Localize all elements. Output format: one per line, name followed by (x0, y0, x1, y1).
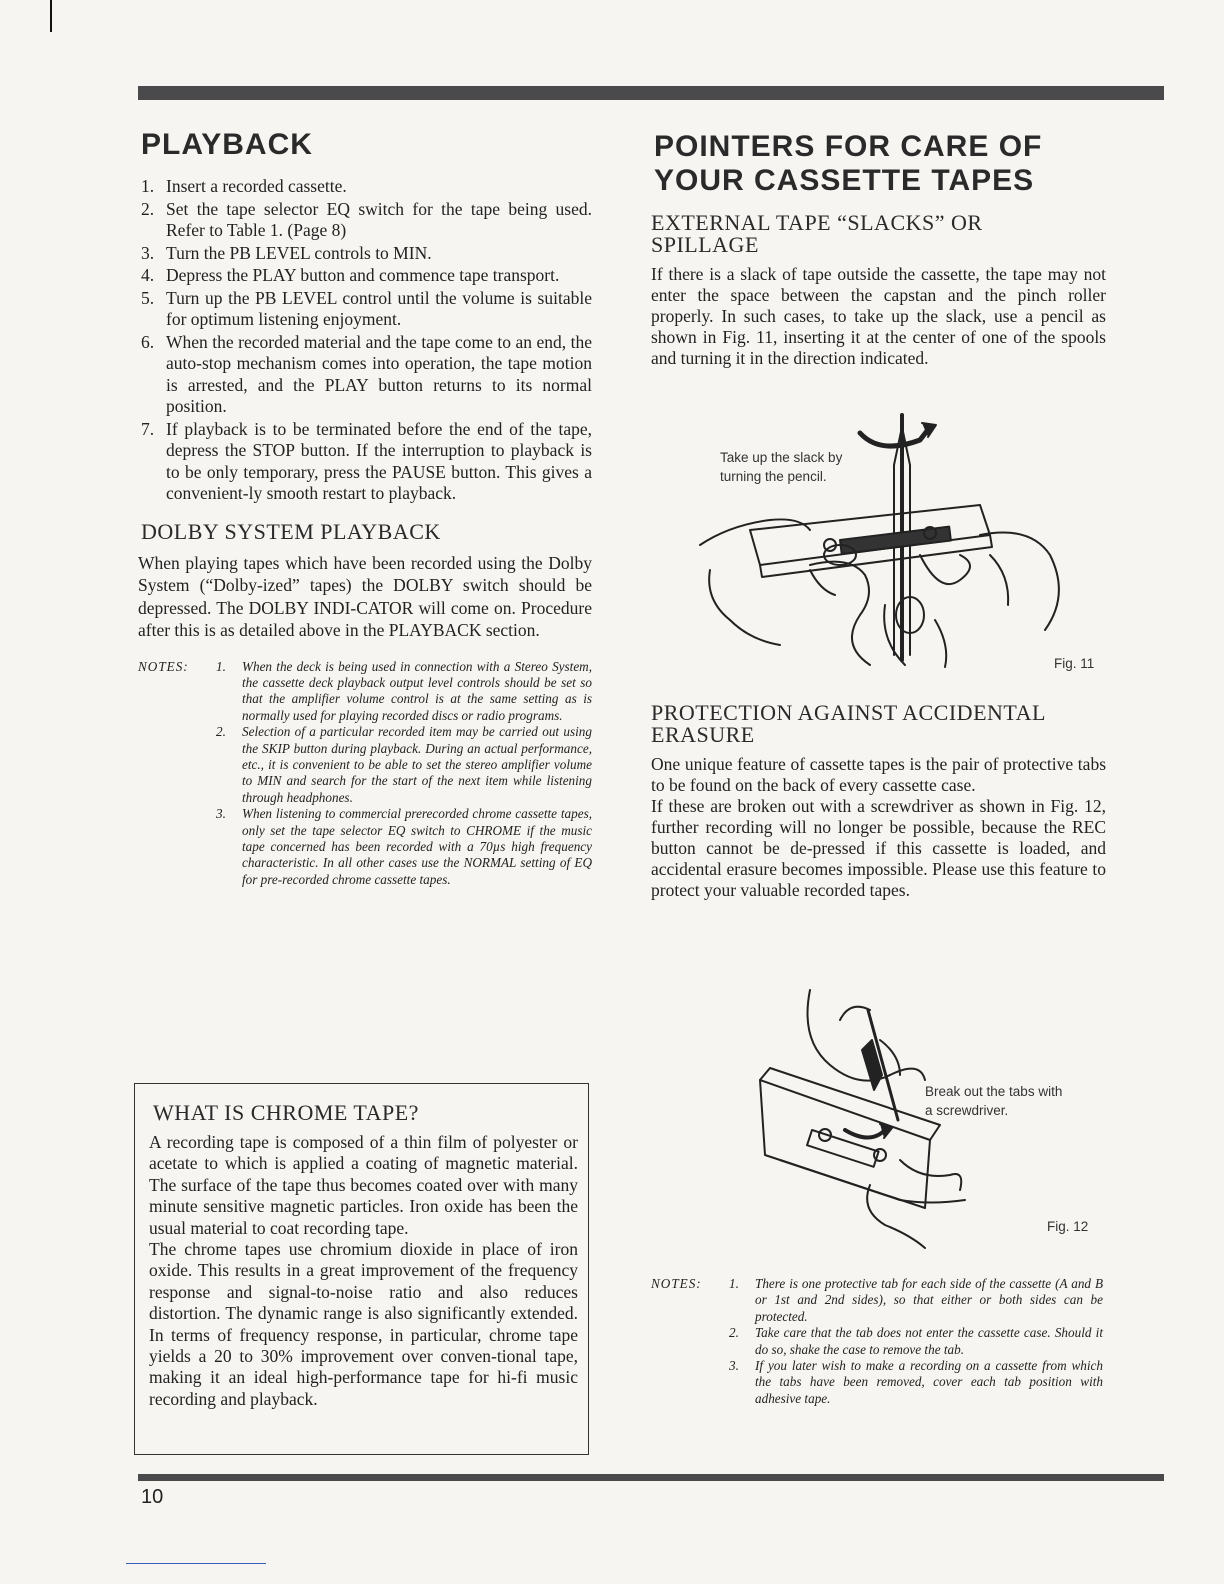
chrome-para-1: A recording tape is composed of a thin film of polyester or acetate to which is applied a coating of magnetic material. The surface of the tape thus becomes coated over with many minute sensitive magnetic particles. Iron oxide has been the usual material to coat recording tape. (149, 1132, 578, 1238)
right-notes (651, 1276, 1103, 1407)
note-item: 2. Selection of a particular recorded item may be carried out using the SKIP button during playback. During an actual performance, etc., it is convenient to be able to set the stereo amplifier volume to MIN and search for the start of the next item while listening through headphones. (216, 724, 592, 805)
dolby-text: When playing tapes which have been recorded using the Dolby System (“Dolby-ized” tapes) the DOLBY switch should be depressed. The DOLBY INDI-CATOR will come on. Procedure after this is as detailed above in the PLAYBACK section. (138, 552, 592, 640)
fig-12-label: Fig. 12 (1047, 1219, 1089, 1234)
care-heading: POINTERS FOR CARE OF YOUR CASSETTE TAPES (654, 130, 1043, 197)
fig-11-illustration (690, 405, 1110, 675)
playback-step: 7. If playback is to be terminated before the end of the tape, depress the STOP button. If the interruption to playback is to be only temporary, press the PAUSE button. This gives a convenient-ly smooth restart to playback. (141, 418, 592, 503)
note-item: 3. When listening to commercial prerecorded chrome cassette tapes, only set the tape selector EQ switch to CHROME if the music tape concerned has been recorded with a 70µs high frequency characteristic. In all other cases use the NORMAL setting of EQ for pre-recorded chrome cassette tapes. (216, 806, 592, 887)
page-number: 10 (141, 1486, 164, 1508)
note-item: 2. Take care that the tab does not enter the cassette case. Should it do so, shake the case to remove the tab. (729, 1325, 1103, 1357)
protection-section (651, 702, 1106, 901)
protection-heading: PROTECTION AGAINST ACCIDENTAL ERASURE (651, 700, 1046, 747)
bottom-rule (138, 1474, 1164, 1481)
bottom-link-underline (126, 1563, 266, 1564)
chrome-para-2: The chrome tapes use chromium dioxide in place of iron oxide. This results in a great improvement of the frequency response and signal-to-noise ratio and also reduces distortion. The dynamic range is also significantly extended. In terms of frequency response, in particular, chrome tape yields a 20 to 30% improvement over conven-tional tape, making it an ideal high-performance tape for hi-fi music recording and playback. (149, 1239, 578, 1409)
playback-step: 5. Turn up the PB LEVEL control until the volume is suitable for optimum listening enjoyment. (141, 287, 592, 329)
chrome-tape-box (134, 1083, 589, 1455)
slack-heading: EXTERNAL TAPE “SLACKS” OR SPILLAGE (651, 210, 983, 257)
dolby-heading: DOLBY SYSTEM PLAYBACK (141, 518, 441, 544)
playback-step: 3. Turn the PB LEVEL controls to MIN. (141, 242, 432, 263)
notes-label: NOTES: (138, 658, 189, 674)
playback-step: 4. Depress the PLAY button and commence tape transport. (141, 265, 560, 285)
fig-12-caption: Break out the tabs with a screwdriver. (925, 1084, 1063, 1118)
scan-edge-mark (50, 0, 52, 32)
note-item: 1. There is one protective tab for each side of the cassette (A and B or 1st and 2nd sides), so that either or both sides can be protected. (729, 1276, 1103, 1324)
fig-11-caption: Take up the slack by turning the pencil. (720, 450, 843, 484)
playback-step: 2. Set the tape selector EQ switch for the tape being used. Refer to Table 1. (Page 8) (141, 198, 592, 240)
protection-para-1: One unique feature of cassette tapes is the pair of protective tabs to be found on the back of every cassette case. (651, 754, 1106, 795)
left-column (138, 118, 592, 888)
chrome-heading: WHAT IS CHROME TAPE? (153, 1100, 419, 1125)
right-column (651, 130, 1106, 369)
slack-text: If there is a slack of tape outside the cassette, the tape may not enter the space between the capstan and the pinch roller properly. In such cases, to take up the slack, use a pencil as shown in Fig. 11, inserting it at the center of one of the spools and turning it in the direction indicated. (651, 264, 1106, 368)
playback-step: 1. Insert a recorded cassette. (141, 176, 347, 196)
protection-para-2: If these are broken out with a screwdriver as shown in Fig. 12, further recording will no longer be possible, because the REC button cannot be de-pressed if this cassette is loaded, and accidental erasure becomes impossible. Please use this feature to protect your valuable recorded tapes. (651, 796, 1106, 900)
playback-heading: PLAYBACK (141, 128, 313, 161)
fig-11-label: Fig. 11 (1054, 656, 1095, 671)
left-notes (138, 659, 592, 889)
notes-label: NOTES: (651, 1276, 702, 1291)
playback-step: 6. When the recorded material and the tape come to an end, the auto-stop mechanism comes into operation, the tape motion is arrested, and the PLAY button returns to its normal position. (141, 331, 592, 416)
top-rule (138, 86, 1164, 100)
note-item: 1. When the deck is being used in connection with a Stereo System, the cassette deck playback output level controls should be set so that the amplifier volume control is at the same setting as is normally used for playing recorded discs or radio programs. (216, 658, 592, 723)
note-item: 3. If you later wish to make a recording on a cassette from which the tabs have been removed, cover each tab position with adhesive tape. (729, 1358, 1103, 1406)
playback-steps (138, 176, 592, 505)
